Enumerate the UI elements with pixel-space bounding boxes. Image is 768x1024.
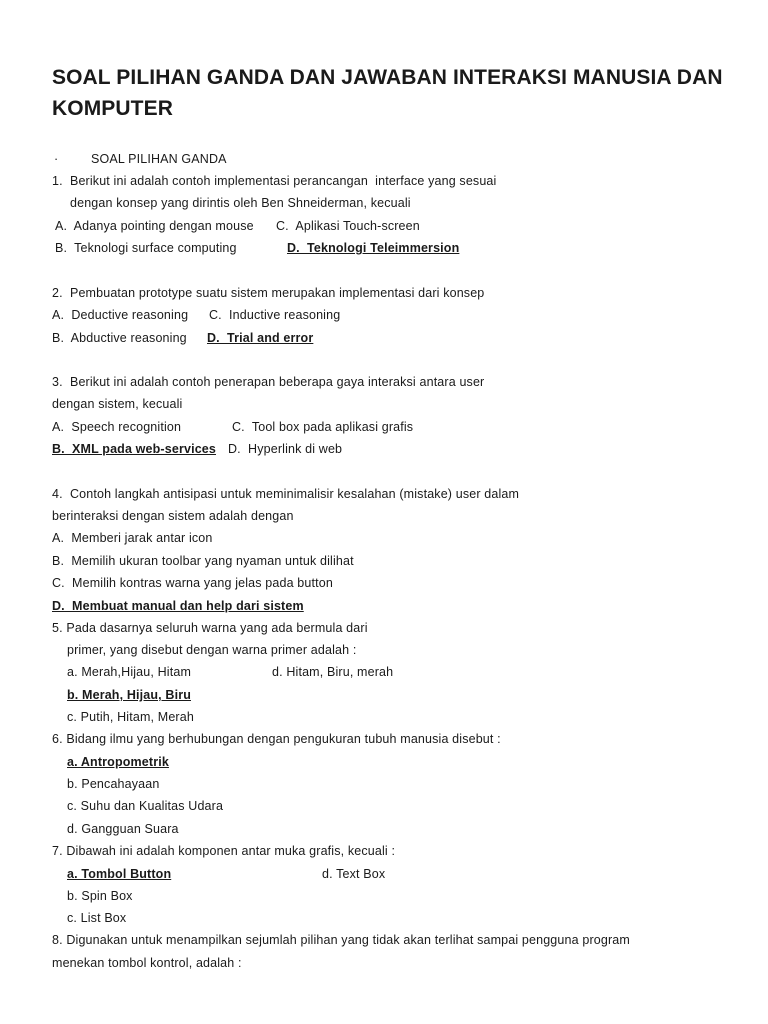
- document-title: SOAL PILIHAN GANDA DAN JAWABAN INTERAKSI MANUSIA DAN KOMPUTER: [52, 66, 723, 120]
- question-3-option-c: C. Tool box pada aplikasi grafis: [232, 420, 414, 434]
- question-1-option-a: A. Adanya pointing dengan mouse: [55, 219, 254, 233]
- question-3-option-a: A. Speech recognition: [52, 420, 182, 434]
- question-3-text: 3. Berikut ini adalah contoh penerapan beberapa gaya interaksi antara user: [52, 375, 485, 389]
- question-2-option-c: C. Inductive reasoning: [209, 308, 341, 322]
- question-2-answer-d: D. Trial and error: [207, 331, 314, 345]
- question-3-text-cont: dengan sistem, kecuali: [52, 397, 183, 411]
- question-4-answer-d: D. Membuat manual dan help dari sistem: [52, 599, 304, 613]
- question-5-option-a: a. Merah,Hijau, Hitam: [67, 665, 192, 679]
- question-1-option-c: C. Aplikasi Touch-screen: [276, 219, 420, 233]
- question-7-text: 7. Dibawah ini adalah komponen antar muka grafis, kecuali :: [52, 844, 396, 858]
- question-8-text-cont: menekan tombol kontrol, adalah :: [52, 956, 242, 970]
- question-4-option-a: A. Memberi jarak antar icon: [52, 531, 213, 545]
- question-5-option-d: d. Hitam, Biru, merah: [272, 665, 394, 679]
- question-6-option-d: d. Gangguan Suara: [67, 822, 179, 836]
- question-4-text: 4. Contoh langkah antisipasi untuk meminimalisir kesalahan (mistake) user dalam: [52, 487, 520, 501]
- question-7-answer-a: a. Tombol Button: [67, 867, 172, 881]
- question-2-option-b: B. Abductive reasoning: [52, 331, 187, 345]
- question-6-answer-a: a. Antropometrik: [67, 755, 169, 769]
- section-heading: SOAL PILIHAN GANDA: [91, 152, 227, 166]
- question-8-text: 8. Digunakan untuk menampilkan sejumlah pilihan yang tidak akan terlihat sampai pengguna program: [52, 933, 630, 947]
- question-6-option-c: c. Suhu dan Kualitas Udara: [67, 799, 224, 813]
- question-1-answer-d: D. Teknologi Teleimmersion: [287, 241, 460, 255]
- question-2-option-a: A. Deductive reasoning: [52, 308, 189, 322]
- question-4-text-cont: berinteraksi dengan sistem adalah dengan: [52, 509, 294, 523]
- question-7-option-b: b. Spin Box: [67, 889, 133, 903]
- question-2-text: 2. Pembuatan prototype suatu sistem merupakan implementasi dari konsep: [52, 286, 485, 300]
- question-4-option-c: C. Memilih kontras warna yang jelas pada button: [52, 576, 333, 590]
- question-4-option-b: B. Memilih ukuran toolbar yang nyaman untuk dilihat: [52, 554, 354, 568]
- question-1-text-cont: dengan konsep yang dirintis oleh Ben Shneiderman, kecuali: [70, 196, 411, 210]
- question-1-option-b: B. Teknologi surface computing: [55, 241, 237, 255]
- question-5-text-cont: primer, yang disebut dengan warna primer adalah :: [67, 643, 357, 657]
- question-5-answer-b: b. Merah, Hijau, Biru: [67, 688, 191, 702]
- question-3-option-d: D. Hyperlink di web: [228, 442, 343, 456]
- question-5-option-c: c. Putih, Hitam, Merah: [67, 710, 194, 724]
- question-1-text: 1. Berikut ini adalah contoh implementasi perancangan interface yang sesuai: [52, 174, 497, 188]
- question-5-text: 5. Pada dasarnya seluruh warna yang ada bermula dari: [52, 621, 368, 635]
- question-7-option-c: c. List Box: [67, 911, 127, 925]
- question-6-text: 6. Bidang ilmu yang berhubungan dengan pengukuran tubuh manusia disebut :: [52, 732, 501, 746]
- question-6-option-b: b. Pencahayaan: [67, 777, 160, 791]
- question-7-option-d: d. Text Box: [322, 867, 386, 881]
- question-3-answer-b: B. XML pada web-services: [52, 442, 216, 456]
- bullet-mark: ·: [54, 152, 59, 166]
